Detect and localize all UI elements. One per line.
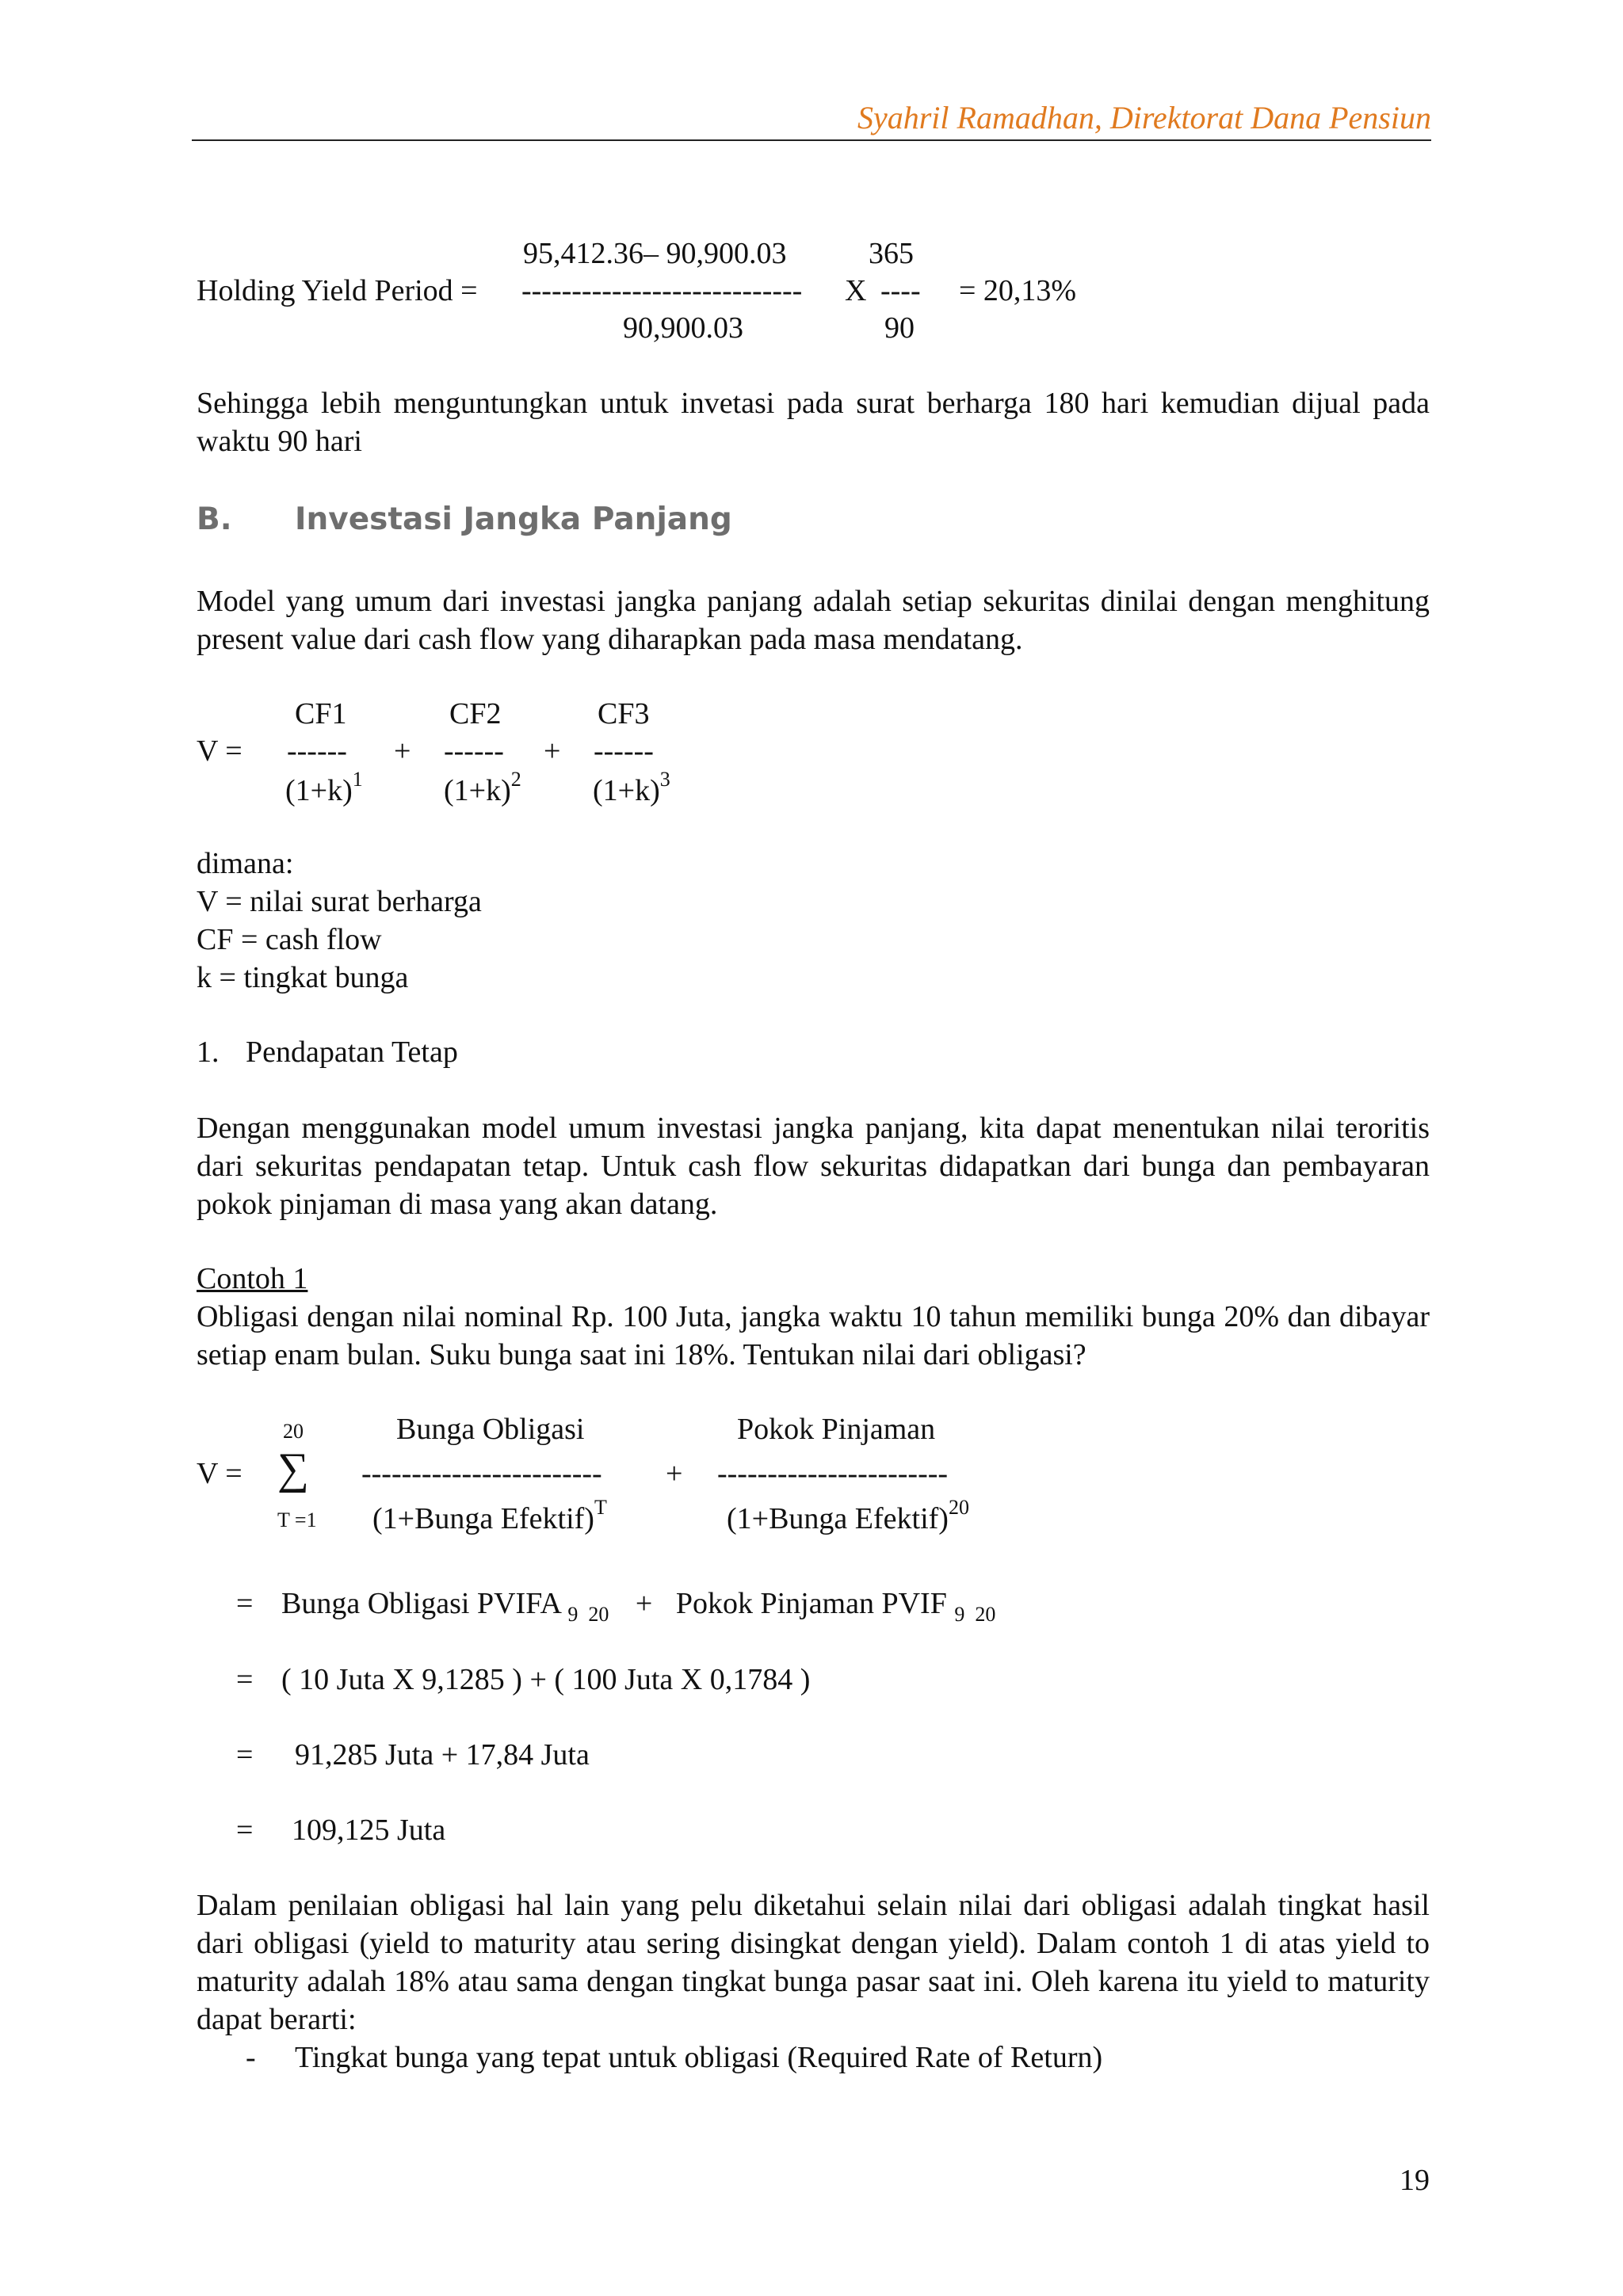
bullet-dash: - <box>246 2041 256 2074</box>
hyp-365: 365 <box>869 237 914 270</box>
hyp-fraction-bar-2: ---- <box>880 274 921 307</box>
hyp-fraction-bar: ---------------------------- <box>521 274 803 307</box>
cf2-bar: ------ <box>444 734 504 768</box>
page-number: 19 <box>1400 2164 1430 2197</box>
sum-bar-1: ------------------------ <box>361 1457 602 1490</box>
cf1-denominator: $(1+k)^1$ <box>285 768 363 807</box>
running-header: Syahril Ramadhan, Direktorat Dana Pensiun <box>857 100 1431 135</box>
cf3-label: CF3 <box>598 697 650 730</box>
section-heading <box>197 502 732 537</box>
header-rule <box>192 139 1431 141</box>
plus-1: + <box>394 734 411 768</box>
calc-eq-4: = <box>236 1814 254 1847</box>
calc-line-1: Bunga Obligasi PVIFA $_{9 20}$ + Pokok Pinjaman PVIF $_{9 20}$ <box>281 1587 996 1626</box>
sigma-symbol: ∑ <box>277 1444 309 1493</box>
bullet-text: Tingkat bunga yang tepat untuk obligasi (Required Rate of Return) <box>295 2041 1103 2074</box>
sum-upper-limit: 20 <box>283 1420 304 1443</box>
list-item-text: Pendapatan Tetap <box>246 1035 458 1069</box>
calc-line-4: 109,125 Juta <box>292 1814 446 1847</box>
sum-bar-2: ----------------------- <box>717 1457 949 1490</box>
paragraph-model: Model yang umum dari investasi jangka panjang adalah setiap sekuritas dinilai dengan menghitung present value dari cash flow yang diharapkan pada masa mendatang. <box>197 585 1430 656</box>
calc-eq-1: = <box>236 1587 254 1620</box>
def-v: V = nilai surat berharga <box>197 885 482 918</box>
calc-eq-3: = <box>236 1738 254 1772</box>
cf1-label: CF1 <box>295 697 347 730</box>
calc-line-3: 91,285 Juta + 17,84 Juta <box>295 1738 590 1772</box>
sum-denominator-1: (1+Bunga Efektif)$^T$ <box>372 1496 607 1535</box>
hyp-result: = 20,13% <box>959 274 1077 307</box>
plus-2: + <box>544 734 561 768</box>
cf1-bar: ------ <box>287 734 347 768</box>
hyp-label: Holding Yield Period = <box>197 274 478 307</box>
def-k: k = tingkat bunga <box>197 961 409 994</box>
v-equals: V = <box>197 734 242 768</box>
bunga-obligasi-label: Bunga Obligasi <box>396 1413 585 1446</box>
sum-denominator-2: (1+Bunga Efektif)$^{20}$ <box>727 1496 969 1535</box>
section-number: B. <box>197 502 232 537</box>
paragraph-yield: Dalam penilaian obligasi hal lain yang pelu diketahui selain nilai dari obligasi adalah tingkat hasil dari obligasi (yield to maturity atau sering disingkat dengan yield). Dalam contoh 1 di atas yield to maturity adalah 18% atau sama dengan tingkat bunga pasar saat ini. Oleh karena itu yield to maturity dapat berarti: <box>197 1889 1430 2036</box>
calc-eq-2: = <box>236 1663 254 1696</box>
hyp-denominator: 90,900.03 <box>623 311 743 345</box>
calc-line-2: ( 10 Juta X 9,1285 ) + ( 100 Juta X 0,1784 ) <box>281 1663 811 1696</box>
sum-v-equals: V = <box>197 1457 242 1490</box>
paragraph-conclusion: Sehingga lebih menguntungkan untuk invetasi pada surat berharga 180 hari kemudian dijual pada waktu 90 hari <box>197 387 1430 458</box>
sum-lower-limit: T =1 <box>277 1508 317 1531</box>
hyp-90: 90 <box>884 311 915 345</box>
pokok-pinjaman-label: Pokok Pinjaman <box>737 1413 936 1446</box>
hyp-times: X <box>845 274 867 307</box>
cf2-label: CF2 <box>449 697 502 730</box>
def-cf: CF = cash flow <box>197 923 382 956</box>
example-title: Contoh 1 <box>197 1262 308 1295</box>
cf3-denominator: $(1+k)^3$ <box>593 768 670 807</box>
cf3-bar: ------ <box>594 734 654 768</box>
example-text: Obligasi dengan nilai nominal Rp. 100 Juta, jangka waktu 10 tahun memiliki bunga 20% dan dibayar setiap enam bulan. Suku bunga saat ini 18%. Tentukan nilai dari obligasi? <box>197 1300 1430 1371</box>
hyp-numerator: 95,412.36– 90,900.03 <box>523 237 787 270</box>
cf2-denominator: $(1+k)^2$ <box>444 768 521 807</box>
list-item-number: 1. <box>197 1035 220 1069</box>
sum-plus: + <box>666 1457 683 1490</box>
paragraph-fixed-income: Dengan menggunakan model umum investasi jangka panjang, kita dapat menentukan nilai teroritis dari sekuritas pendapatan tetap. Untuk cash flow sekuritas didapatkan dari bunga dan pembayaran pokok pinjaman di masa yang akan datang. <box>197 1112 1430 1221</box>
section-title: Investasi Jangka Panjang <box>295 502 732 537</box>
dimana-label: dimana: <box>197 847 294 880</box>
